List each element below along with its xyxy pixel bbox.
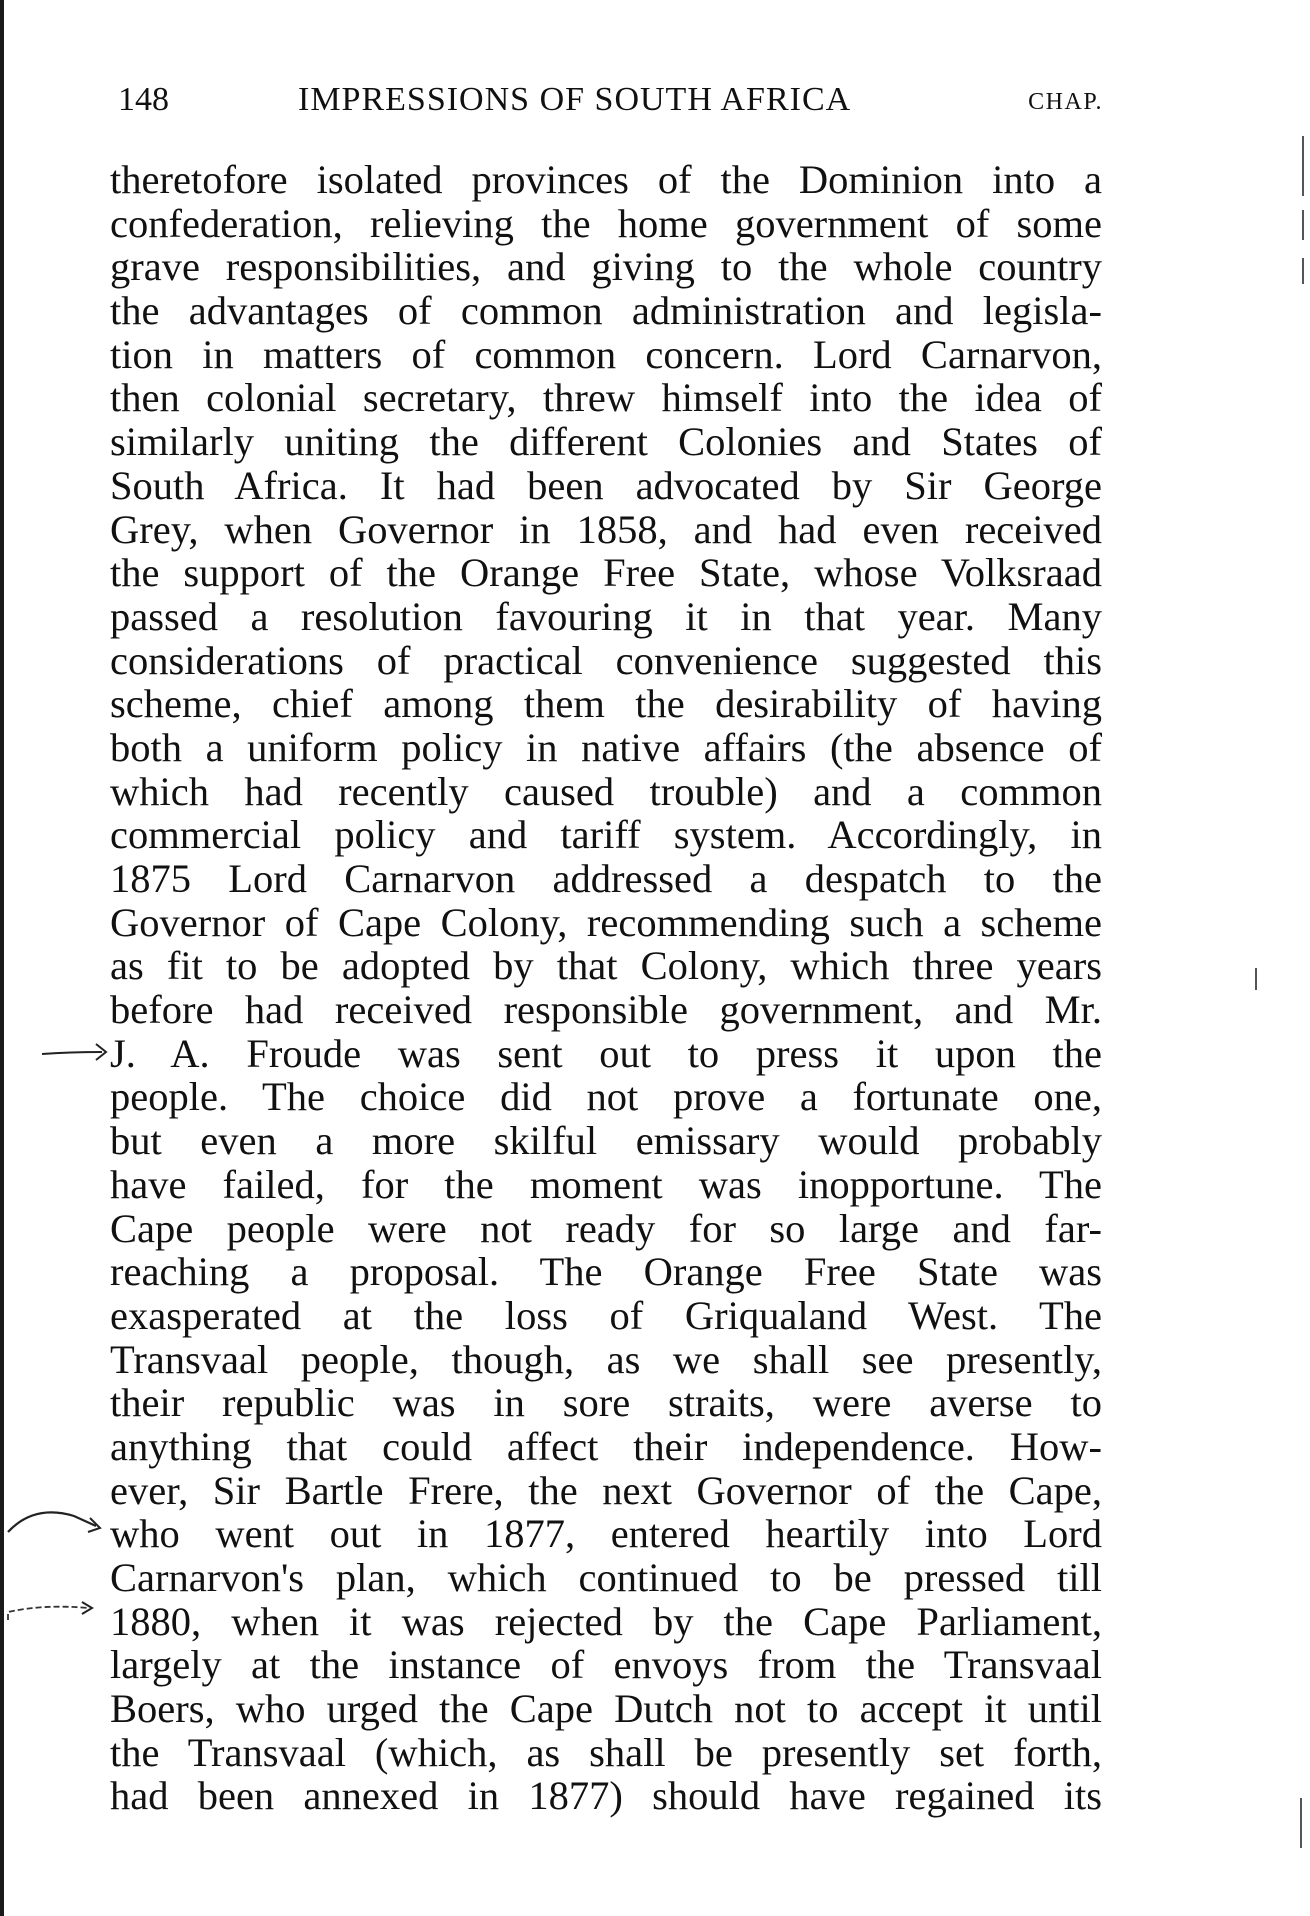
text-line: Governor of Cape Colony, recommending such a scheme <box>110 899 1102 945</box>
text-line: scheme, chief among them the desirability of having <box>110 681 1102 727</box>
text-line: Boers, who urged the Cape Dutch not to accept it until <box>110 1686 1102 1732</box>
margin-arrow-1880-icon <box>4 1590 114 1630</box>
edge-tick <box>1302 210 1304 240</box>
text-line: Grey, when Governor in 1858, and had even received <box>110 506 1102 552</box>
text-line: who went out in 1877, entered heartily into Lord <box>110 1511 1102 1557</box>
text-line: confederation, relieving the home government of some <box>110 200 1102 246</box>
text-line: reaching a proposal. The Orange Free State was <box>110 1249 1102 1295</box>
text-line: as fit to be adopted by that Colony, which three years <box>110 943 1102 989</box>
text-line: before had received responsible government, and Mr. <box>110 987 1102 1033</box>
text-line: largely at the instance of envoys from the Transvaal <box>110 1642 1102 1688</box>
text-line: similarly uniting the different Colonies and States of <box>110 419 1102 465</box>
text-line: considerations of practical convenience suggested this <box>110 637 1102 683</box>
text-line: 1880, when it was rejected by the Cape Parliament, <box>110 1598 1102 1644</box>
text-line: grave responsibilities, and giving to the whole country <box>110 244 1102 290</box>
text-line: have failed, for the moment was inopportune. The <box>110 1161 1102 1207</box>
text-line: ever, Sir Bartle Frere, the next Governor of the Cape, <box>110 1467 1102 1513</box>
book-title: IMPRESSIONS OF SOUTH AFRICA <box>298 81 852 118</box>
text-line: their republic was in sore straits, were averse to <box>110 1380 1102 1426</box>
edge-tick <box>1302 258 1304 284</box>
edge-tick <box>1300 1798 1302 1848</box>
text-line: tion in matters of common concern. Lord Carnarvon, <box>110 331 1102 377</box>
running-head <box>118 78 1103 122</box>
text-line: Carnarvon's plan, which continued to be pressed till <box>110 1555 1102 1600</box>
text-line: had been annexed in 1877) should have regained its <box>110 1773 1102 1819</box>
text-line: people. The choice did not prove a fortunate one, <box>110 1074 1102 1120</box>
text-line: the Transvaal (which, as shall be presently set forth, <box>110 1729 1102 1775</box>
text-line: commercial policy and tariff system. Accordingly, in <box>110 812 1102 858</box>
body-text <box>110 158 1102 1818</box>
text-line: the advantages of common administration and legisla- <box>110 288 1102 334</box>
page-number: 148 <box>118 81 169 118</box>
text-line: both a uniform policy in native affairs (the absence of <box>110 724 1102 770</box>
margin-arrow-frere-icon <box>4 1498 114 1548</box>
text-line: but even a more skilful emissary would probably <box>110 1118 1102 1164</box>
text-line: Cape people were not ready for so large and far- <box>110 1205 1102 1251</box>
text-line: J. A. Froude was sent out to press it upon the <box>110 1030 1102 1076</box>
text-line: 1875 Lord Carnarvon addressed a despatch to the <box>110 856 1102 901</box>
text-line: passed a resolution favouring it in that year. Many <box>110 593 1102 639</box>
text-line: anything that could affect their independence. How- <box>110 1423 1102 1469</box>
text-line: which had recently caused trouble) and a common <box>110 768 1102 814</box>
text-line: Transvaal people, though, as we shall see presently, <box>110 1336 1102 1382</box>
text-line: theretofore isolated provinces of the Dominion into a <box>110 157 1102 202</box>
margin-arrow-froude-icon <box>40 1032 120 1072</box>
text-line: South Africa. It had been advocated by Sir George <box>110 462 1102 508</box>
text-line: exasperated at the loss of Griqualand West. The <box>110 1292 1102 1338</box>
edge-tick <box>1302 136 1304 196</box>
chapter-label: CHAP. <box>1028 89 1103 115</box>
text-line: then colonial secretary, threw himself into the idea of <box>110 375 1102 421</box>
text-line: the support of the Orange Free State, whose Volksraad <box>110 550 1102 596</box>
edge-tick <box>1255 968 1257 990</box>
